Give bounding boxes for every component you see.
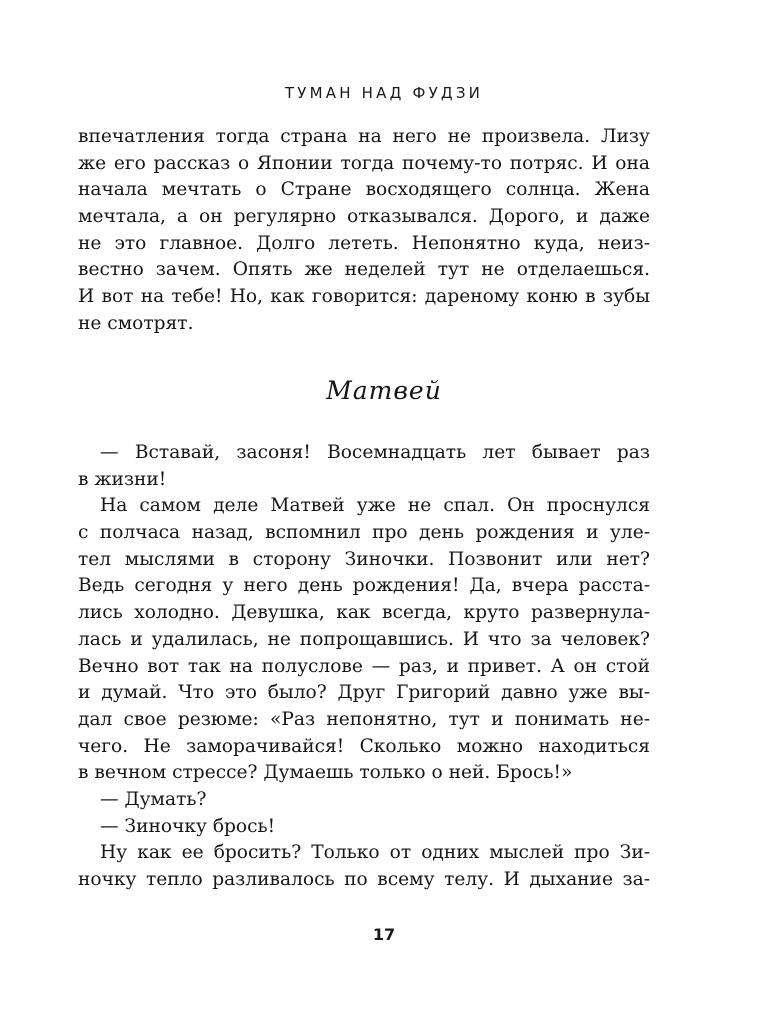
text-line: Ведь сегодня у него день рождения! Да, вчера расста-	[78, 575, 650, 597]
text-line: Вечно вот так на полуслове — раз, и привет. А он стой	[78, 655, 650, 677]
text-line: в вечном стрессе? Думаешь только о ней. Брось!»	[78, 762, 573, 784]
text-line: и думай. Что это было? Друг Григорий давно уже вы-	[78, 682, 650, 704]
text-line: чего. Не заморачивайся! Сколько можно находиться	[78, 735, 650, 757]
text-line: тел мыслями в сторону Зиночки. Позвонит или нет?	[78, 548, 650, 570]
text-line: На самом деле Матвей уже не спал. Он проснулся	[100, 495, 650, 517]
text-line: — Думать?	[100, 788, 207, 810]
text-line: дал свое резюме: «Раз непонятно, тут и понимать не-	[78, 708, 650, 730]
text-line: Ну как ее бросить? Только от одних мыслей про Зи-	[100, 842, 650, 864]
page-number: 17	[372, 925, 396, 944]
text-line: — Зиночку брось!	[100, 815, 276, 837]
text-line: мечтала, а он регулярно отказывался. Дорого, и даже	[78, 206, 650, 228]
text-line: лась и удалилась, не попрощавшись. И что за человек?	[78, 628, 650, 650]
running-head: ТУМАН НАД ФУДЗИ	[284, 84, 484, 102]
paragraph-continued	[78, 124, 650, 338]
text-line: же его рассказ о Японии тогда почему-то потряс. И она	[78, 152, 650, 174]
text-line: И вот на тебе! Но, как говорится: дареному коню в зубы	[78, 286, 650, 308]
text-line: не смотрят.	[78, 312, 194, 334]
text-line: с полчаса назад, вспомнил про день рождения и уле-	[78, 522, 650, 544]
text-line: вестно зачем. Опять же неделей тут не отделаешься.	[78, 259, 650, 281]
text-line: в жизни!	[78, 468, 167, 490]
text-line: — Вставай, засоня! Восемнадцать лет бывает раз	[100, 442, 650, 463]
text-line: не это главное. Долго лететь. Непонятно куда, неиз-	[78, 232, 650, 254]
text-line: лись холодно. Девушка, как всегда, круто развернула-	[78, 602, 650, 624]
section-body	[78, 440, 650, 894]
text-line: начала мечтать о Стране восходящего солнца. Жена	[78, 179, 650, 201]
text-line: впечатления тогда страна на него не произвела. Лизу	[78, 126, 650, 147]
chapter-heading: Матвей	[326, 376, 442, 405]
text-line: ночку тепло разливалось по всему телу. И дыхание за-	[78, 869, 650, 890]
